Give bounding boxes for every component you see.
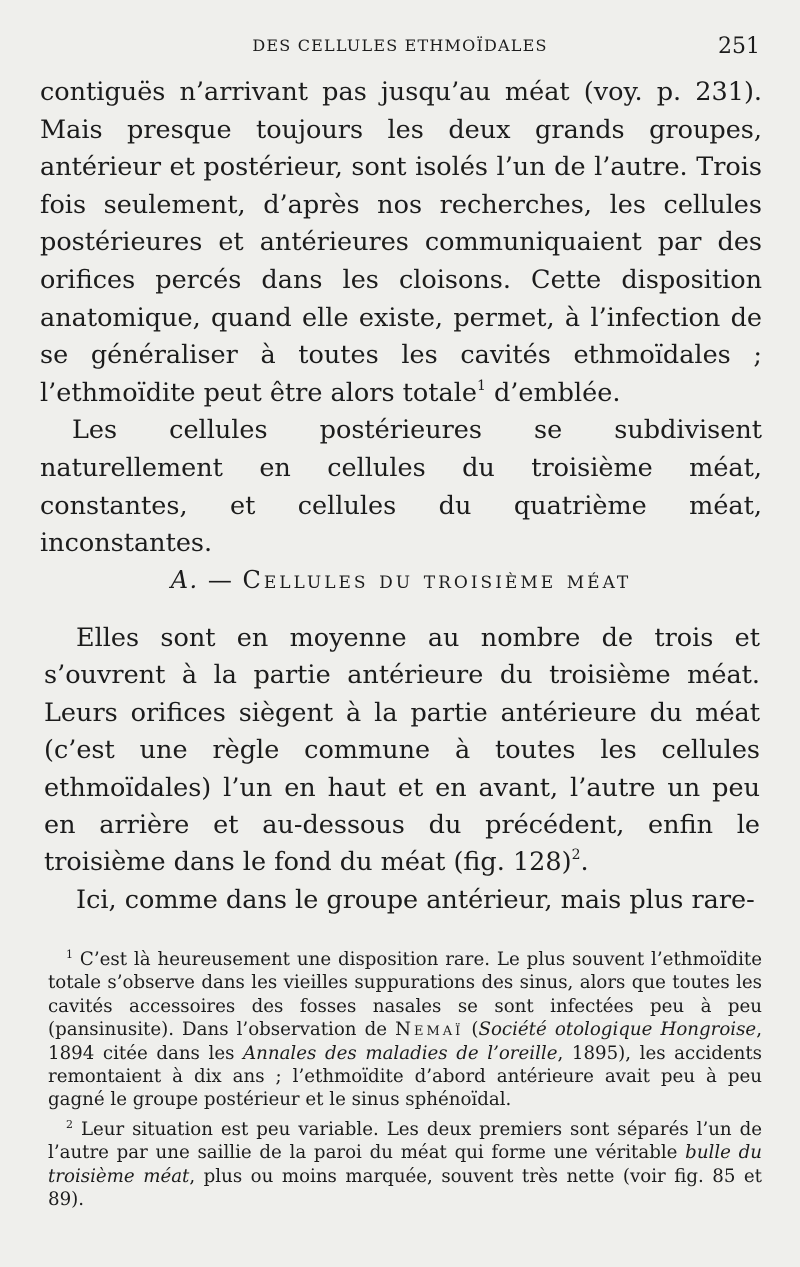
paragraph-3 — [44, 620, 760, 882]
running-head-title: DES CELLULES ETHMOÏDALES — [252, 36, 548, 55]
paragraph-3-text: Elles sont en moyenne au nombre de trois et s’ouvrent à la partie antérieure du troisième méat. Leurs orifices siègent à la partie antérieure du méat (c’est une règle commune à toutes les cellules ethmoïdales) l’un en haut et en avant, l’autre un peu en arrière et au-dessous du précédent, enfin le troisième dans le fond du méat (fig. 128) — [44, 623, 760, 878]
main-text-bottom — [44, 620, 760, 919]
footnote-ref-1: 1 — [476, 377, 486, 394]
running-head — [40, 34, 760, 60]
paragraph-1-end: d’emblée. — [485, 377, 621, 408]
footnote-1-text-d: , 1895), les accidents remontaient à dix ans ; l’ethmoïdite d’abord antérieure avait peu à peu gagné le groupe postérieur et le sinus sphénoïdal. — [48, 1042, 762, 1111]
footnote-1-marker: 1 — [66, 948, 73, 961]
main-text-top — [40, 74, 762, 563]
footnote-1-journal-1: Société otologique Hongroise — [478, 1019, 757, 1041]
footnotes — [48, 948, 762, 1211]
footnote-1-text: C’est là heureusement une disposition rare. Le plus souvent l’ethmoïdite totale s’observe dans les vieilles suppurations des sinus, alors que toutes les cavités accessoires des fosses nasales se sont infectées peu à peu (pansinusite). Dans l’observation de — [48, 949, 762, 1041]
footnote-1-text-c: , 1894 citée dans les — [48, 1019, 762, 1064]
footnote-1-paren: ( — [463, 1019, 479, 1041]
footnote-ref-2: 2 — [571, 847, 581, 864]
paragraph-4: Ici, comme dans le groupe antérieur, mais plus rare- — [76, 884, 755, 915]
footnote-2-text: Leur situation est peu variable. Les deux premiers sont séparés l’un de l’autre par une saillie de la paroi du méat qui forme une véritable — [48, 1118, 762, 1164]
paragraph-1-text: contiguës n’arrivant pas jusqu’au méat (voy. p. 231). Mais presque toujours les deux grands groupes, antérieur et postérieur, sont isolés l’un de l’autre. Trois fois seulement, d’après nos recherches, les cellules postérieures et antérieures communiquaient par des orifices percés dans les cloisons. Cette disposition anatomique, quand elle existe, permet, à l’infection de se généraliser à toutes les cavités ethmoïdales ; l’ethmoïdite peut être alors totale — [40, 77, 762, 408]
paragraph-3-end: . — [580, 847, 589, 878]
paragraph-2: Les cellules postérieures se subdivisent naturellement en cellules du troisième méat, constantes, et cellules du quatrième méat, inconstantes. — [40, 415, 762, 559]
paragraph-1 — [40, 74, 762, 412]
footnote-2-text-b: , plus ou moins marquée, souvent très nette (voir fig. 85 et 89). — [48, 1165, 762, 1211]
section-dash: — — [198, 566, 243, 594]
footnote-2-term: bulle du troisième méat — [48, 1142, 763, 1187]
footnote-1-author: Nemaï — [395, 1019, 464, 1041]
section-letter: A. — [170, 566, 199, 594]
footnote-2-marker: 2 — [66, 1117, 73, 1131]
section-heading — [40, 566, 762, 594]
page-number: 251 — [718, 34, 760, 59]
footnote-1 — [48, 948, 762, 1112]
section-title: Cellules du troisième méat — [242, 566, 632, 594]
footnote-2 — [48, 1118, 762, 1212]
footnote-1-journal-2: Annales des maladies de l’oreille — [243, 1042, 558, 1064]
